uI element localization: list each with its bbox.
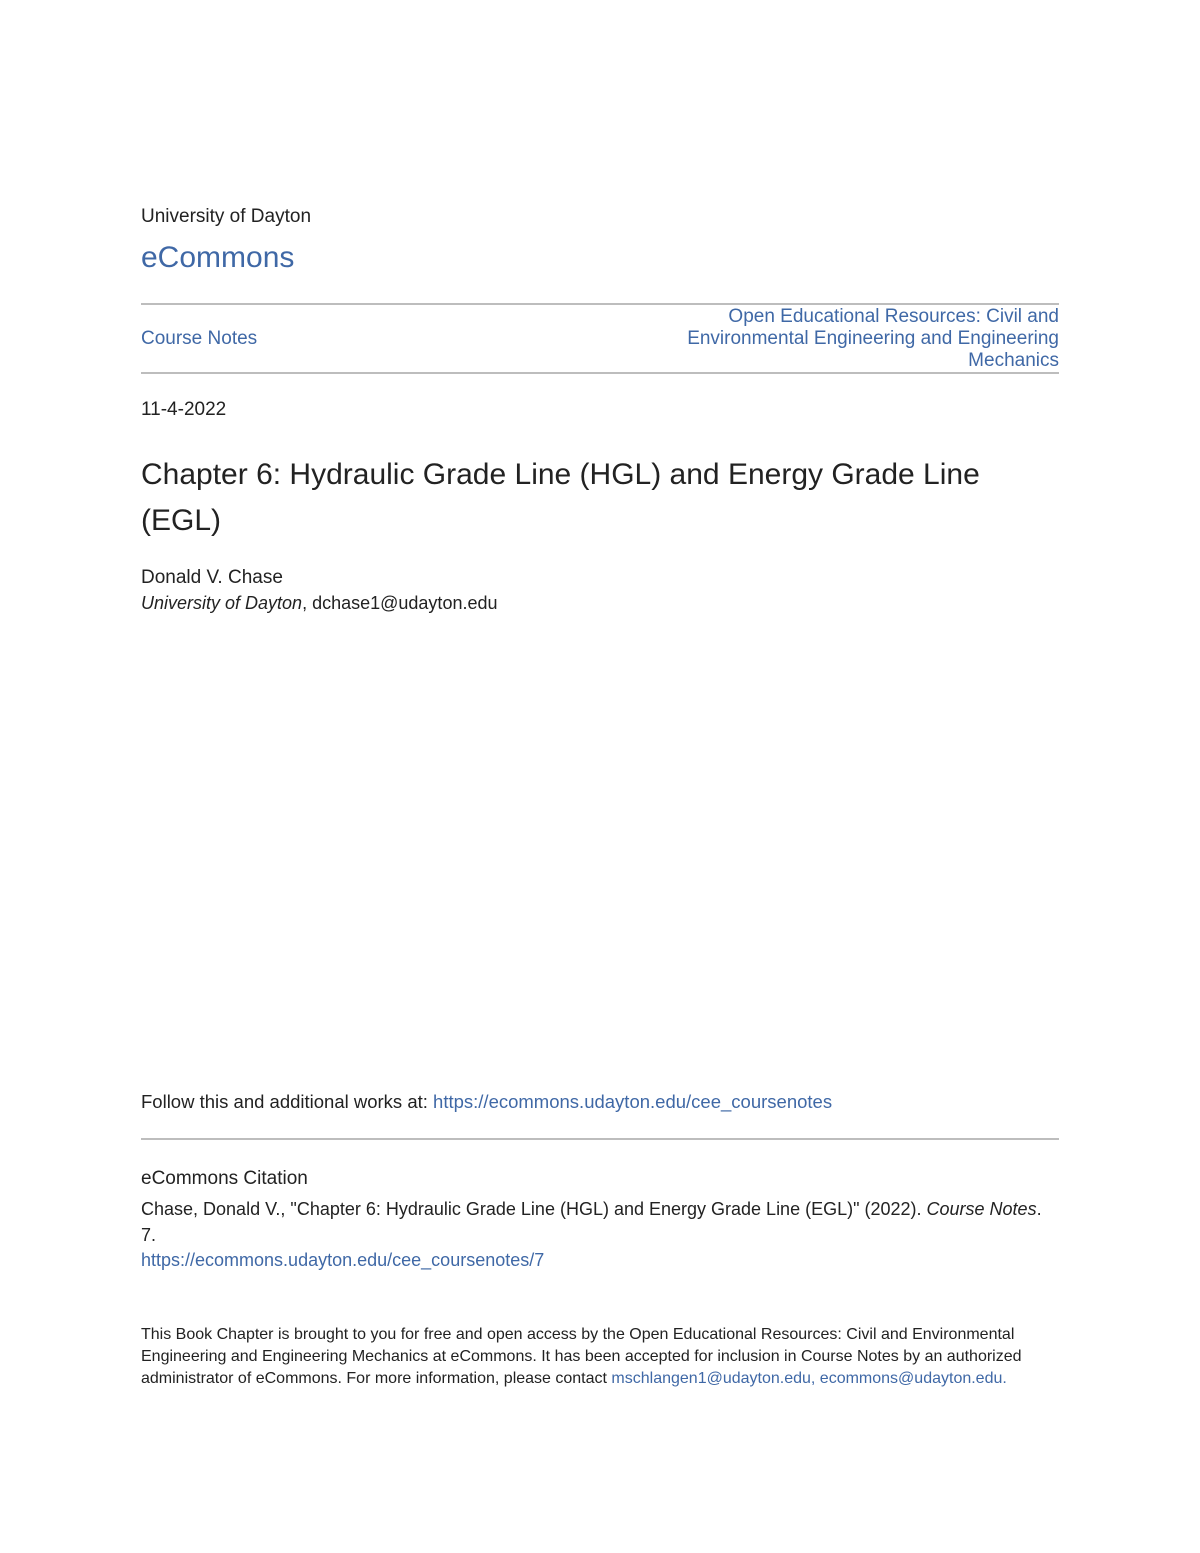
notice-text: This Book Chapter is brought to you for free and open access by the Open Educational Resources: Civil and Environmental Engineering and Engineering Mechanics at eCommons. It has been accepted for inclusion in Course Notes by an authorized administrator of eCommons. For more information, please contact bbox=[141, 1326, 1022, 1387]
repository-link[interactable]: eCommons bbox=[141, 241, 295, 274]
author-affiliation-line bbox=[141, 593, 498, 614]
cover-page bbox=[141, 0, 1059, 1553]
series-link-oer[interactable]: Open Educational Resources: Civil and Environmental Engineering and Engineering Mechanics bbox=[687, 306, 1059, 371]
citation-series: Course Notes bbox=[926, 1199, 1037, 1219]
divider-series bbox=[141, 372, 1059, 374]
citation-heading: eCommons Citation bbox=[141, 1168, 308, 1189]
author-name: Donald V. Chase bbox=[141, 567, 283, 588]
notice-end: . bbox=[1002, 1370, 1007, 1387]
publication-date: 11-4-2022 bbox=[141, 399, 227, 420]
author-affiliation: University of Dayton bbox=[141, 593, 303, 613]
follow-prefix: Follow this and additional works at: bbox=[141, 1091, 434, 1112]
institution-name: University of Dayton bbox=[141, 206, 312, 227]
affiliation-separator: , bbox=[302, 593, 313, 613]
author-email: dchase1@udayton.edu bbox=[312, 593, 498, 613]
divider-top bbox=[141, 303, 1059, 305]
access-notice bbox=[141, 1324, 1059, 1390]
follow-url-link[interactable]: https://ecommons.udayton.edu/cee_coursenotes bbox=[433, 1091, 833, 1112]
citation-url-link[interactable]: https://ecommons.udayton.edu/cee_coursenotes/7 bbox=[141, 1250, 545, 1270]
contact-email-links[interactable]: mschlangen1@udayton.edu, ecommons@udayton.edu bbox=[611, 1370, 1003, 1387]
citation-suffix: . 7. bbox=[141, 1199, 1042, 1245]
follow-line bbox=[141, 1091, 832, 1113]
citation-prefix: Chase, Donald V., "Chapter 6: Hydraulic Grade Line (HGL) and Energy Grade Line (EGL)" (2022). bbox=[141, 1199, 927, 1219]
series-link-course-notes[interactable]: Course Notes bbox=[141, 328, 258, 349]
citation-text bbox=[141, 1196, 1059, 1248]
divider-follow bbox=[141, 1138, 1059, 1140]
document-title: Chapter 6: Hydraulic Grade Line (HGL) and Energy Grade Line (EGL) bbox=[141, 458, 980, 537]
